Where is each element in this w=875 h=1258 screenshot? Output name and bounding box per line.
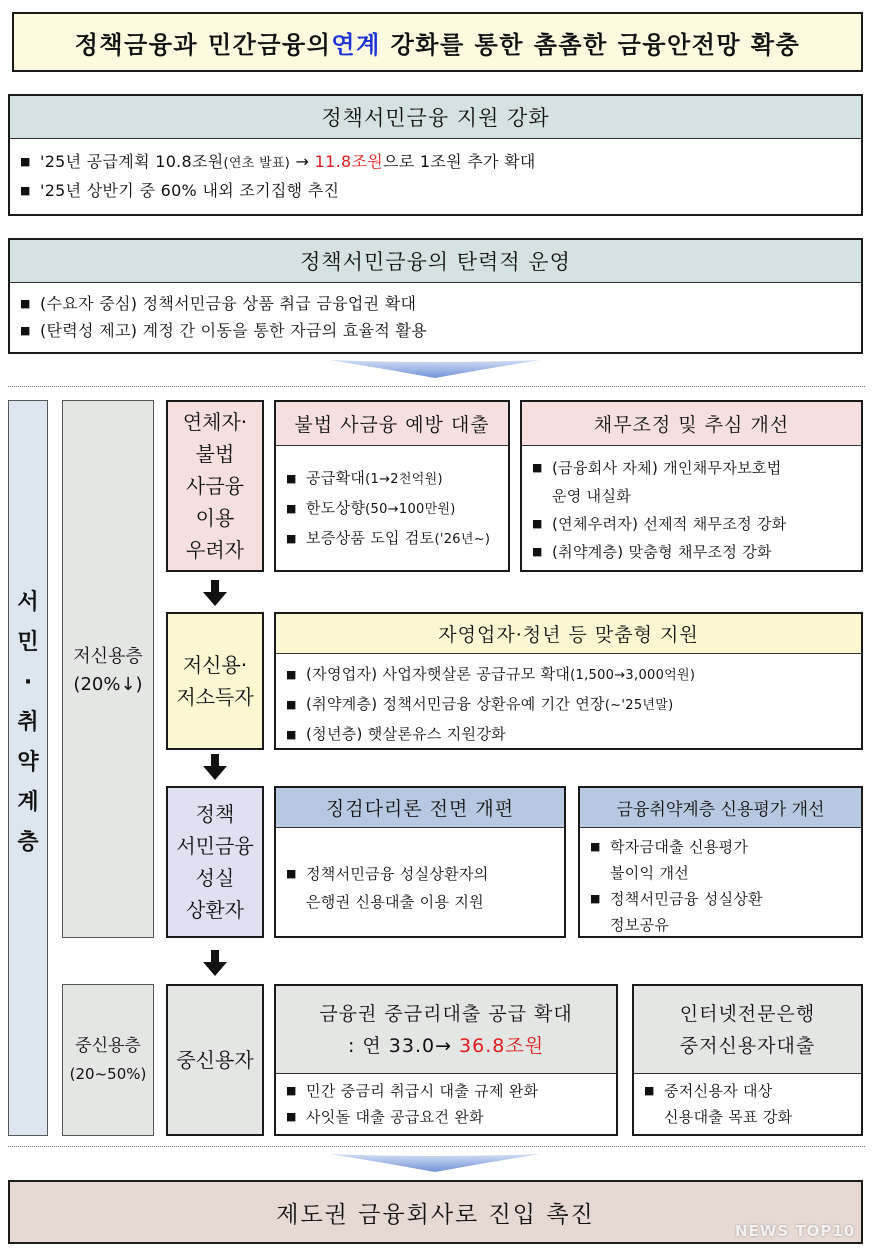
flexible-operation-box [8, 238, 863, 354]
mid-credit-tier-box [62, 984, 154, 1136]
mid-rate-loan-box [274, 984, 618, 1136]
watermark: NEWS TOP10 [735, 1222, 856, 1240]
list-item-continuation: 정보공유 [610, 916, 670, 934]
internet-bank-header: 인터넷전문은행 중저신용자대출 [634, 986, 861, 1074]
list-item: ■ (자영업자) 사업자햇살론 공급규모 확대(1,500→3,000억원) [286, 660, 695, 690]
illegal-lending-prevention-box [274, 400, 510, 572]
list-item: ■ (연체우려자) 선제적 채무조정 강화 [532, 510, 787, 538]
illegal-lending-prevention-header: 불법 사금융 예방 대출 [276, 402, 508, 446]
internet-bank-list [644, 1078, 792, 1130]
list-item: ■ (취약계층) 정책서민금융 상환유예 기간 연장(~'25년말) [286, 690, 695, 720]
low-credit-tier-box [62, 400, 154, 938]
policy-finance-support-list [20, 148, 536, 204]
mid-credit-tier-range: (20~50%) [69, 1065, 147, 1083]
credit-evaluation-box [578, 786, 863, 938]
main-title-highlight: 연계 [331, 30, 381, 59]
list-item: ■ (취약계층) 맞춤형 채무조정 강화 [532, 538, 787, 566]
list-item: ■ (청년층) 햇살론유스 지원강화 [286, 720, 695, 749]
flexible-operation-list [20, 290, 427, 344]
list-item: ■ 보증상품 도입 검토('26년~) [286, 524, 490, 554]
policy-finance-support-header [10, 96, 861, 139]
list-item: ■ (금융회사 자체) 개인채무자보호법 [532, 454, 787, 482]
flexible-operation-title: 정책서민금융의 탄력적 운영 [300, 250, 571, 274]
policy-finance-support-box [8, 94, 863, 216]
stepping-stone-loan-list [286, 860, 489, 916]
side-label: 서 민 · 취 약 계 층 [17, 590, 39, 855]
list-item: ■ 사잇돌 대출 공급요건 완화 [286, 1104, 538, 1130]
list-item-continuation: 운영 내실화 [552, 487, 632, 505]
list-item: ■ 정책서민금융 성실상환 [590, 886, 763, 912]
faithful-repayer-category-box: 정책 서민금융 성실 상환자 [166, 786, 264, 938]
section-divider [8, 386, 865, 387]
low-credit-tier-range: (20%↓) [73, 674, 143, 695]
list-item-continuation: 신용대출 목표 강화 [664, 1108, 793, 1126]
list-item-continuation: 은행권 신용대출 이용 지원 [306, 893, 484, 911]
list-item: ■ '25년 상반기 중 60% 내외 조기집행 추진 [20, 177, 536, 204]
credit-evaluation-header: 금융취약계층 신용평가 개선 [580, 788, 861, 828]
flexible-operation-header [10, 240, 861, 283]
main-title-part1: 정책금융과 민간금융의 [74, 30, 332, 59]
list-item: ■ 정책서민금융 성실상환자의 [286, 860, 489, 888]
low-income-category-box: 저신용· 저소득자 [166, 612, 264, 750]
list-item: ■ '25년 공급계획 10.8조원(연초 발표) → 11.8조원으로 1조원 추가 확대 [20, 148, 536, 177]
list-item: ■ 중저신용자 대상 [644, 1078, 792, 1104]
down-arrow-icon [200, 950, 230, 978]
footer-title: 제도권 금융회사로 진입 촉진 [276, 1201, 595, 1228]
illegal-lending-prevention-list [286, 464, 490, 554]
highlight-amount: 36.8조원 [459, 1034, 545, 1057]
side-label-box [8, 400, 48, 1136]
policy-finance-support-title: 정책서민금융 지원 강화 [321, 106, 550, 130]
list-item: ■ 공급확대(1→2천억원) [286, 464, 490, 494]
mid-rate-loan-list [286, 1078, 538, 1130]
highlight-amount: 11.8조원 [314, 152, 383, 171]
list-item: ■ 민간 중금리 취급시 대출 규제 완화 [286, 1078, 538, 1104]
list-item-continuation: 불이익 개선 [610, 864, 690, 882]
delinquent-category-box: 연체자· 불법 사금융 이용 우려자 [166, 400, 264, 572]
down-glow-arrow-icon [330, 1150, 540, 1174]
stepping-stone-loan-header: 징검다리론 전면 개편 [276, 788, 564, 828]
main-title-box [12, 12, 863, 72]
list-item: ■ 한도상향(50→100만원) [286, 494, 490, 524]
list-item: ■ (탄력성 제고) 계정 간 이동을 통한 자금의 효율적 활용 [20, 317, 427, 344]
mid-credit-tier-label: 중신용층 [75, 1036, 141, 1056]
tailored-support-header: 자영업자·청년 등 맞춤형 지원 [276, 614, 861, 654]
debt-adjustment-list [532, 454, 787, 566]
list-item: ■ (수요자 중심) 정책서민금융 상품 취급 금융업권 확대 [20, 290, 427, 317]
tailored-support-list [286, 660, 695, 749]
low-credit-tier-label: 저신용층 [73, 646, 143, 667]
tailored-support-box [274, 612, 863, 750]
mid-credit-category-box: 중신용자 [166, 984, 264, 1136]
stepping-stone-loan-box [274, 786, 566, 938]
list-item: ■ 학자금대출 신용평가 [590, 834, 763, 860]
credit-evaluation-list [590, 834, 763, 938]
down-arrow-icon [200, 580, 230, 608]
debt-adjustment-box [520, 400, 863, 572]
down-arrow-icon [200, 754, 230, 782]
section-divider [8, 1146, 865, 1147]
mid-rate-loan-header: 금융권 중금리대출 공급 확대 : 연 33.0→ 36.8조원 [276, 986, 616, 1074]
main-title-part2: 강화를 통한 촘촘한 금융안전망 확충 [380, 30, 801, 59]
down-glow-arrow-icon [330, 356, 540, 380]
debt-adjustment-header: 채무조정 및 추심 개선 [522, 402, 861, 446]
internet-bank-box [632, 984, 863, 1136]
